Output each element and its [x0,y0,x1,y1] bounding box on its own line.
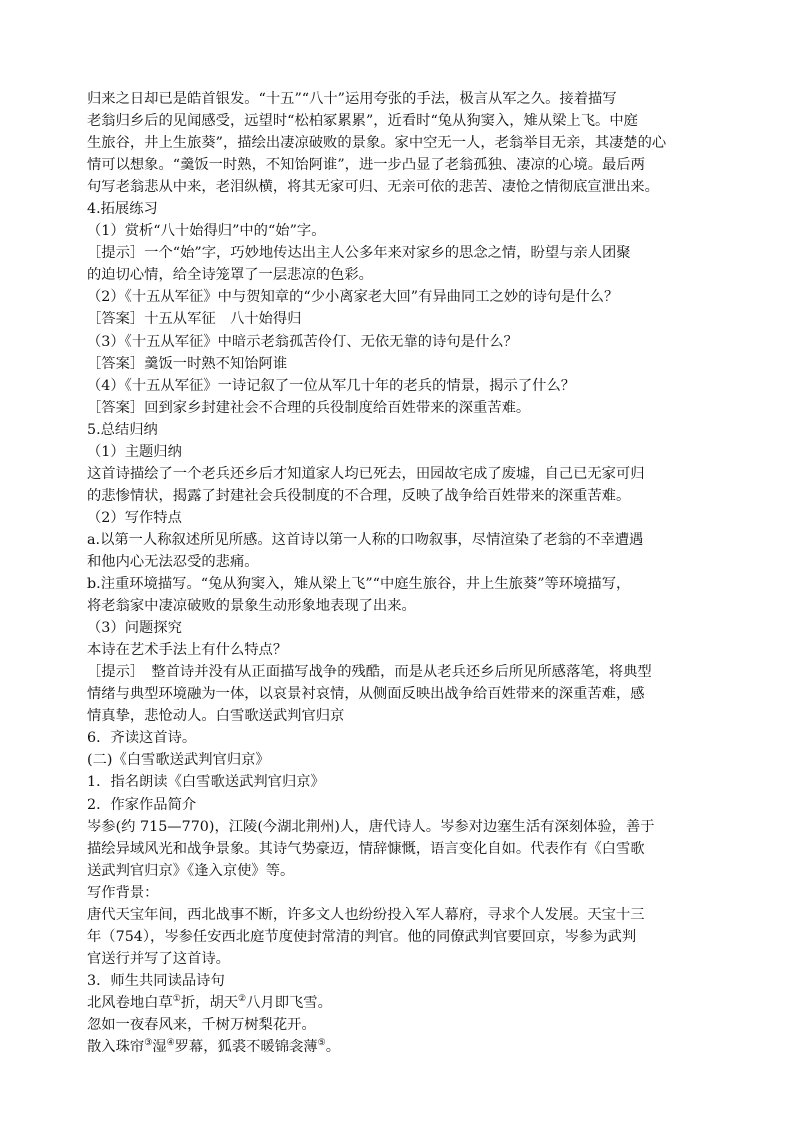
question: 本诗在艺术手法上有什么特点？ [87,642,288,659]
subheading: （3）问题探究 [87,620,182,637]
text-line: 归来之日却已是皓首银发。“十五”“八十”运用夸张的手法，极言从军之久。接着描写 [87,91,617,107]
subheading: 3．师生共同读品诗句 [87,972,225,989]
section-heading: 5.总结归纳 [87,421,158,438]
hint: 情真挚，悲怆动人。白雪歌送武判官归京 [87,708,345,725]
question: （3）《十五从军征》中暗示老翁孤苦伶仃、无依无靠的诗句是什么？ [87,333,518,350]
text-line: a.以第一人称叙述所见所感。这首诗以第一人称的口吻叙事，尽情渲染了老翁的不幸遭遇 [87,531,644,548]
text-line: 送武判官归京》《逢入京使》等。 [87,862,295,879]
poem-line: 忽如一夜春风来，千树万树梨花开。 [87,1016,316,1033]
question: （2）《十五从军征》中与贺知章的“少小离家老大回”有异曲同工之妙的诗句是什么？ [87,289,619,306]
text-line: 岑参(约 715—770)，江陵(今湖北荆州)人，唐代诗人。岑参对边塞生活有深刻体验，善于 [87,818,655,835]
subheading: （1）主题归纳 [87,443,182,460]
answer: ［答案］羹饭一时熟不知饴阿谁 [87,355,288,372]
text-line: 老翁归乡后的见闻感受，远望时“松柏冢累累”，近看时“兔从狗窦入，雉从梁上飞。中庭 [87,113,638,130]
text-line: 年（754），岑参任安西北庭节度使封常清的判官。他的同僚武判官要回京，岑参为武判 [87,928,637,945]
text-line: b.注重环境描写。“兔从狗窦入，雉从梁上飞”“中庭生旅谷，井上生旅葵”等环境描写， [87,576,631,593]
text-line: 情可以想象。“羹饭一时熟，不知饴阿谁”，进一步凸显了老翁孤独、凄凉的心境。最后两 [87,157,645,174]
hint: ［提示］一个“始”字，巧妙地传达出主人公多年来对家乡的思念之情，盼望与亲人团聚 [87,245,631,262]
text-line: 官送行并写了这首诗。 [87,950,230,967]
text-line: 生旅谷，井上生旅葵”，描绘出凄凉破败的景象。家中空无一人，老翁举目无亲，其凄楚的心 [87,135,667,152]
subheading: 1．指名朗读《白雪歌送武判官归京》 [87,774,325,791]
text-line: 将老翁家中凄凉破败的景象生动形象地表现了出来。 [87,598,416,615]
footnote-marker: ③ [144,1038,153,1049]
hint: 情绪与典型环境融为一体，以哀景衬哀情，从侧面反映出战争给百姓带来的深重苦难，感 [87,686,645,703]
footnote-marker: ① [172,993,181,1004]
subheading: （2）写作特点 [87,509,182,526]
question: （1）赏析“八十始得归”中的“始”字。 [87,223,326,240]
text-line: 句写老翁悲从中来，老泪纵横，将其无家可归、无亲可依的悲苦、凄怆之情彻底宣泄出来。 [87,179,659,196]
section-heading: 4.拓展练习 [87,201,158,218]
poem-line: 北风卷地白草①折，胡天②八月即飞雪。 [87,993,332,1011]
section-heading: (二)《白雪歌送武判官归京》 [87,752,270,769]
document-page [87,88,707,1058]
poem-line: 散入珠帘③湿④罗幕，狐裘不暖锦衾薄⑤。 [87,1038,340,1056]
subheading: 2．作家作品简介 [87,796,197,813]
footnote-marker: ⑤ [317,1038,326,1049]
text-line: 这首诗描绘了一个老兵还乡后才知道家人均已死去，田园故宅成了废墟，自己已无家可归 [87,465,645,482]
hint: ［提示］ 整首诗并没有从正面描写战争的残酷，而是从老兵还乡后所见所感落笔，将典型 [87,664,652,681]
footnote-marker: ② [238,993,247,1004]
answer: ［答案］回到家乡封建社会不合理的兵役制度给百姓带来的深重苦难。 [87,399,531,416]
footnote-marker: ④ [166,1038,175,1049]
answer: ［答案］十五从军征 八十始得归 [87,311,302,328]
text-line: 6．齐读这首诗。 [87,730,197,747]
hint: 的迫切心情，给全诗笼罩了一层悲凉的色彩。 [87,267,373,284]
text-line: 和他内心无法忍受的悲痛。 [87,553,259,570]
text-line: 的悲惨情状，揭露了封建社会兵役制度的不合理，反映了战争给百姓带来的深重苦难。 [87,487,631,504]
text-line: 描绘异域风光和战争景象。其诗气势豪迈，情辞慷慨，语言变化自如。代表作有《白雪歌 [87,840,645,857]
question: （4）《十五从军征》一诗记叙了一位从军几十年的老兵的情景，揭示了什么？ [87,377,576,394]
text-line: 唐代天宝年间，西北战事不断，许多文人也纷纷投入军人幕府，寻求个人发展。天宝十三 [87,906,645,923]
subheading: 写作背景： [87,884,159,901]
